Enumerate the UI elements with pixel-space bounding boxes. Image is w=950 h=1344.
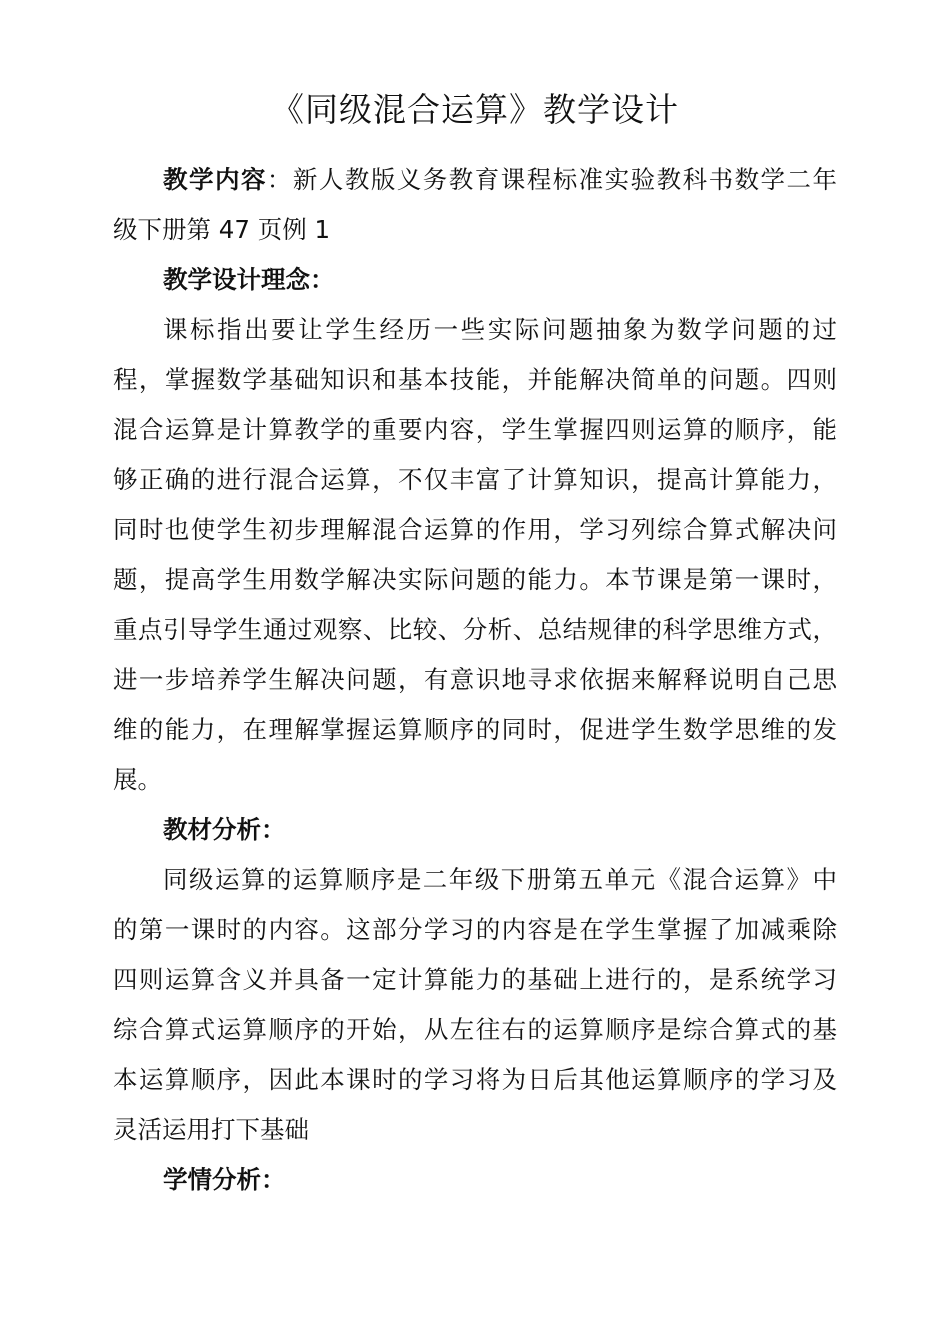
teaching-content-text-1: 新人教版义务教育课程标准实验教科书数学二年 [292, 165, 838, 194]
material-line-4: 综合算式运算顺序的开始，从左往右的运算顺序是综合算式的基 [113, 1015, 837, 1044]
material-line-3: 四则运算含义并具备一定计算能力的基础上进行的，是系统学习 [113, 965, 837, 994]
philosophy-line-2: 程，掌握数学基础知识和基本技能，并能解决简单的问题。四则 [113, 365, 837, 394]
philosophy-line-8: 进一步培养学生解决问题，有意识地寻求依据来解释说明自己思 [113, 665, 837, 694]
philosophy-line-4: 够正确的进行混合运算，不仅丰富了计算知识，提高计算能力， [113, 465, 837, 494]
material-line-5: 本运算顺序，因此本课时的学习将为日后其他运算顺序的学习及 [113, 1065, 837, 1094]
philosophy-line-10: 展。 [113, 765, 162, 794]
material-analysis-paragraph [113, 855, 837, 1155]
teaching-content-label: 教学内容 [163, 165, 267, 194]
philosophy-heading: 教学设计理念： [163, 265, 335, 294]
philosophy-line-6: 题，提高学生用数学解决实际问题的能力。本节课是第一课时， [113, 565, 837, 594]
philosophy-line-7: 重点引导学生通过观察、比较、分析、总结规律的科学思维方式， [113, 615, 837, 644]
teaching-content-section [113, 155, 837, 255]
philosophy-line-5: 同时也使学生初步理解混合运算的作用，学习列综合算式解决问 [113, 515, 837, 544]
teaching-content-line-2: 级下册第 47 页例 1 [113, 215, 331, 244]
teaching-content-colon: ： [266, 165, 293, 194]
document-title: 《同级混合运算》教学设计 [271, 90, 679, 129]
material-line-2: 的第一课时的内容。这部分学习的内容是在学生掌握了加减乘除 [113, 915, 837, 944]
philosophy-paragraph [113, 305, 837, 805]
teaching-content-line-1 [113, 155, 837, 205]
philosophy-line-3: 混合运算是计算教学的重要内容，学生掌握四则运算的顺序，能 [113, 415, 837, 444]
material-line-1: 同级运算的运算顺序是二年级下册第五单元《混合运算》中 [163, 865, 837, 894]
learner-analysis-heading: 学情分析： [163, 1165, 286, 1194]
material-analysis-heading: 教材分析： [163, 815, 286, 844]
philosophy-line-9: 维的能力，在理解掌握运算顺序的同时，促进学生数学思维的发 [113, 715, 837, 744]
material-line-6: 灵活运用打下基础 [113, 1115, 309, 1144]
philosophy-line-1: 课标指出要让学生经历一些实际问题抽象为数学问题的过 [163, 315, 837, 344]
